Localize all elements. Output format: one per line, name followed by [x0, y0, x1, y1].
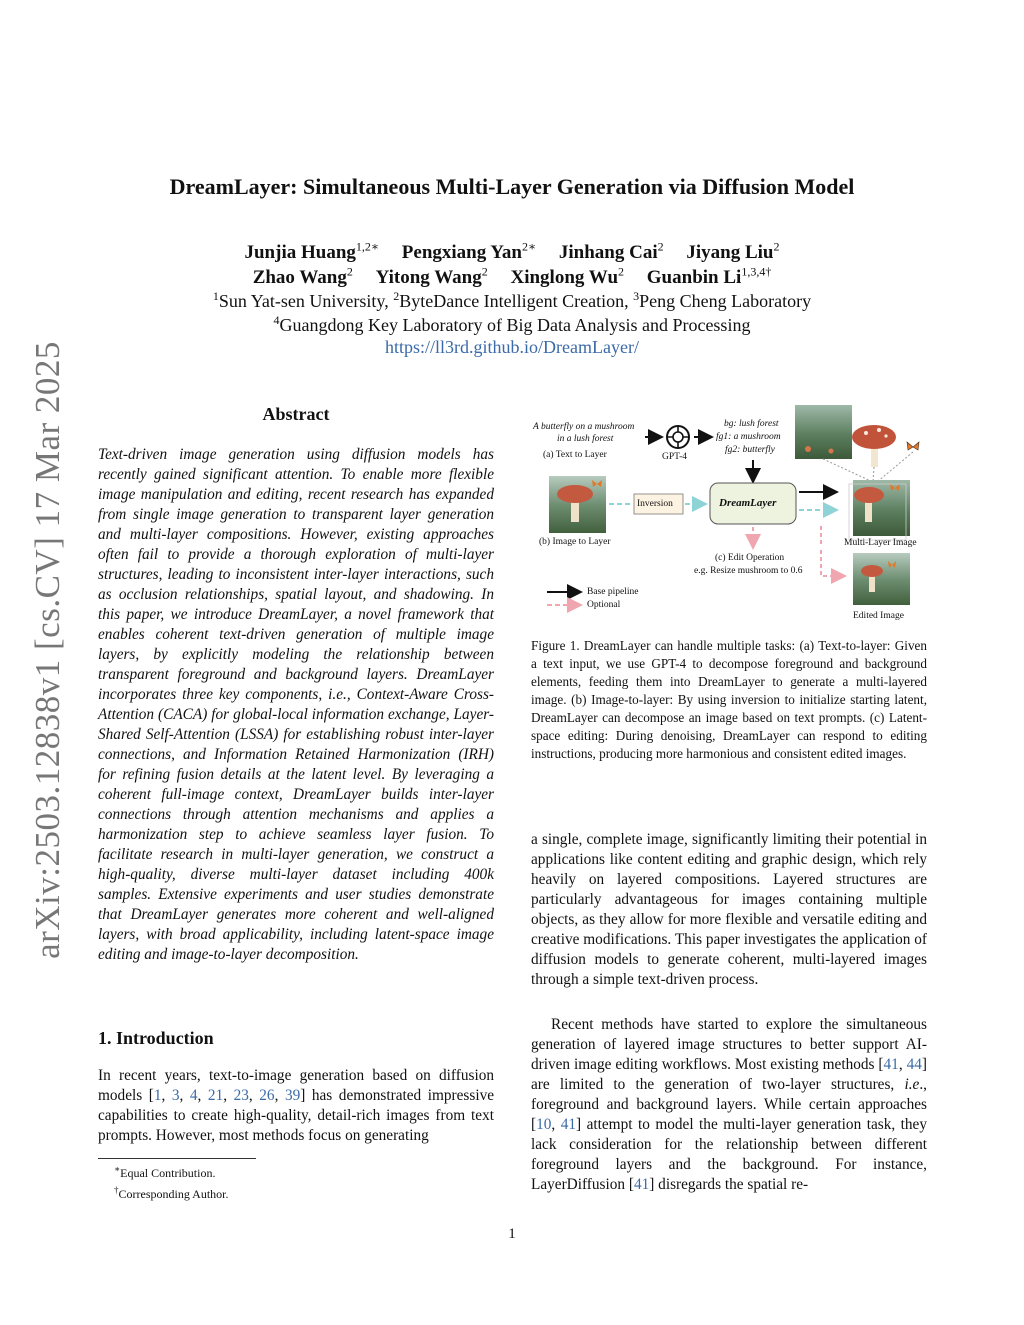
citation-link[interactable]: 26 [259, 1087, 275, 1104]
gpt-icon [667, 426, 689, 448]
abstract-text: Text-driven image generation using diffusion models has recently gained significant attention. To enable more flexible image manipulation and editing, recent research has expanded from single image generation to transparent layer generation and multi-layer compositions. However, existing approaches often fail to provide a thorough exploration of multi-layer structures, leading to inconsistent inter-layer interactions, such as occlusion relationships, spatial layout, and shadowing. In this paper, we introduce DreamLayer, a novel framework that enables coherent text-driven generation of multiple image layers, by explicitly modeling the relationship between transparent foreground and background layers. DreamLayer incorporates three key components, i.e., Context-Aware Cross-Attention (CACA) for global-local information exchange, Layer-Shared Self-Attention (LSSA) for establishing robust inter-layer connections, and Information Retained Harmonization (IRH) for refining fusion details at the latent level. By leveraging a coherent full-image context, DreamLayer builds inter-layer connections through attention mechanisms and applies a harmonization step to achieve seamless layer fusion. To facilitate research in multi-layer generation, we construct a high-quality, diverse multi-layer dataset including 400k samples. Extensive experiments and user studies demonstrate that DreamLayer generates more coherent and well-aligned layers, with broad applicability, including latent-space image editing and image-to-layer decomposition. [98, 446, 494, 963]
edit-example-label: e.g. Resize mushroom to 0.6 [694, 566, 803, 576]
label-image-to-layer: (b) Image to Layer [539, 537, 611, 547]
arxiv-side-stamp: arXiv:2503.12838v1 [cs.CV] 17 Mar 2025 [28, 341, 67, 959]
multi-layer-image-thumbnail [849, 480, 910, 540]
abstract-heading: Abstract [262, 404, 330, 424]
layer-bg-text: bg: lush forest [724, 419, 779, 429]
citation-link[interactable]: 1 [153, 1087, 162, 1104]
label-text-to-layer: (a) Text to Layer [543, 450, 607, 460]
right-paragraph-2: Recent methods have started to explore the simultaneous generation of layered image structures to better support AI-driven image editing workflows. Most existing methods [41, 44] are limited to the generation of two-layer structures, i.e., foreground and background layers. While certain approaches [10, 41] attempt to model the multi-layer generation task, they lack consideration for the relationship between different foreground layers and the background. For instance, LayerDiffusion [41] disregards the spatial re- [531, 1016, 927, 1193]
introduction-paragraph: In recent years, text-to-image generation based on diffusion models [1, 3, 4, 21, 23, 26, 39] has demonstrated impressive capabilities to create high-quality, detail-rich images from text prompts. However, most methods focus on generating [98, 1067, 495, 1144]
author: Junjia Huang$^{1,2∗}$ [244, 240, 380, 264]
author: Jinhang Cai$^2$ [558, 240, 664, 264]
footnotes [114, 1161, 229, 1203]
prompt-line-2: in a lush forest [557, 434, 614, 444]
author-row-2 [0, 265, 1024, 289]
citation-link[interactable]: 3 [171, 1087, 180, 1104]
project-link[interactable]: https://ll3rd.github.io/DreamLayer/ [385, 337, 639, 357]
author: Pengxiang Yan$^{2∗}$ [401, 240, 537, 264]
author: Zhao Wang$^2$ [252, 265, 353, 289]
legend-base-label: Base pipeline [587, 587, 639, 597]
layer-fg1-text: fg1: a mushroom [716, 432, 781, 442]
author: Xinglong Wu$^2$ [510, 265, 625, 289]
footnote-rule [98, 1158, 256, 1159]
figure-caption: Figure 1. DreamLayer can handle multiple tasks: (a) Text-to-layer: Given a text input, we use GPT-4 to decompose foreground and background elements, feeding them into DreamLayer to generate a multi-layered image. (b) Image-to-layer: By using inversion to initialize starting latent, DreamLayer can decompose an image based on text prompts. (c) Latent-space editing: During denoising, DreamLayer can respond to editing instructions, producing more harmonious and consistent edited images. [531, 638, 927, 761]
citation-link[interactable]: 41 [633, 1176, 650, 1193]
citation-link[interactable]: 44 [906, 1056, 922, 1073]
figure-1 [531, 400, 927, 630]
citation-link[interactable]: 4 [189, 1087, 198, 1104]
paper-title: DreamLayer: Simultaneous Multi-Layer Generation via Diffusion Model [169, 174, 855, 199]
gpt-label: GPT-4 [662, 452, 687, 462]
right-paragraph-1: a single, complete image, significantly limiting their potential in applications like content editing and graphic design, which rely heavily on layered compositions. Layered structures are particularly advantageous for images containing multiple objects, as they allow for more flexible and versatile editing and creative modifications. This paper investigates the application of diffusion models to generate coherent, multi-layered images through a simple text-driven process. [531, 831, 927, 988]
citation-link[interactable]: 39 [284, 1087, 301, 1104]
citation-link[interactable]: 10 [536, 1116, 552, 1133]
multi-layer-image-label: Multi-Layer Image [844, 538, 917, 548]
prompt-line-1: A butterfly on a mushroom [533, 422, 635, 432]
edit-operation-label: (c) Edit Operation [715, 553, 785, 563]
author: Yitong Wang$^2$ [375, 265, 488, 289]
inversion-label: Inversion [637, 499, 673, 509]
page-number: 1 [508, 1226, 516, 1242]
citation-link[interactable]: 21 [207, 1087, 224, 1104]
author: Jiyang Liu$^2$ [686, 240, 780, 264]
introduction-heading: 1. Introduction [98, 1028, 214, 1048]
legend-optional-label: Optional [587, 600, 621, 610]
edited-image-label: Edited Image [853, 611, 904, 621]
layer-fg2-text: fg2: butterfly [725, 445, 775, 455]
mushroom-layer-thumbnail [852, 425, 896, 467]
author-row-1 [0, 240, 1024, 264]
butterfly-layer-thumbnail [907, 442, 919, 450]
footnote: ∗Equal Contribution. [114, 1164, 216, 1180]
input-image-thumbnail [549, 476, 606, 533]
footnote: †Corresponding Author. [114, 1185, 229, 1201]
affiliations-line-1: $^1$Sun Yat-sen University, $^2$ByteDance Intelligent Creation, $^3$Peng Cheng Laboratory [212, 289, 812, 311]
edited-image-thumbnail [853, 553, 910, 605]
author: Guanbin $Li^{1,3,4\dagger}$ [646, 265, 772, 289]
citation-link[interactable]: 23 [233, 1087, 249, 1104]
affiliations-line-2: $^4$Guangdong Key Laboratory of Big Data Analysis and Processing [273, 313, 751, 335]
citation-link[interactable]: 41 [560, 1116, 577, 1133]
citation-link[interactable]: 41 [883, 1056, 899, 1073]
background-layer-thumbnail [795, 405, 852, 459]
dreamlayer-label: DreamLayer [719, 497, 777, 509]
